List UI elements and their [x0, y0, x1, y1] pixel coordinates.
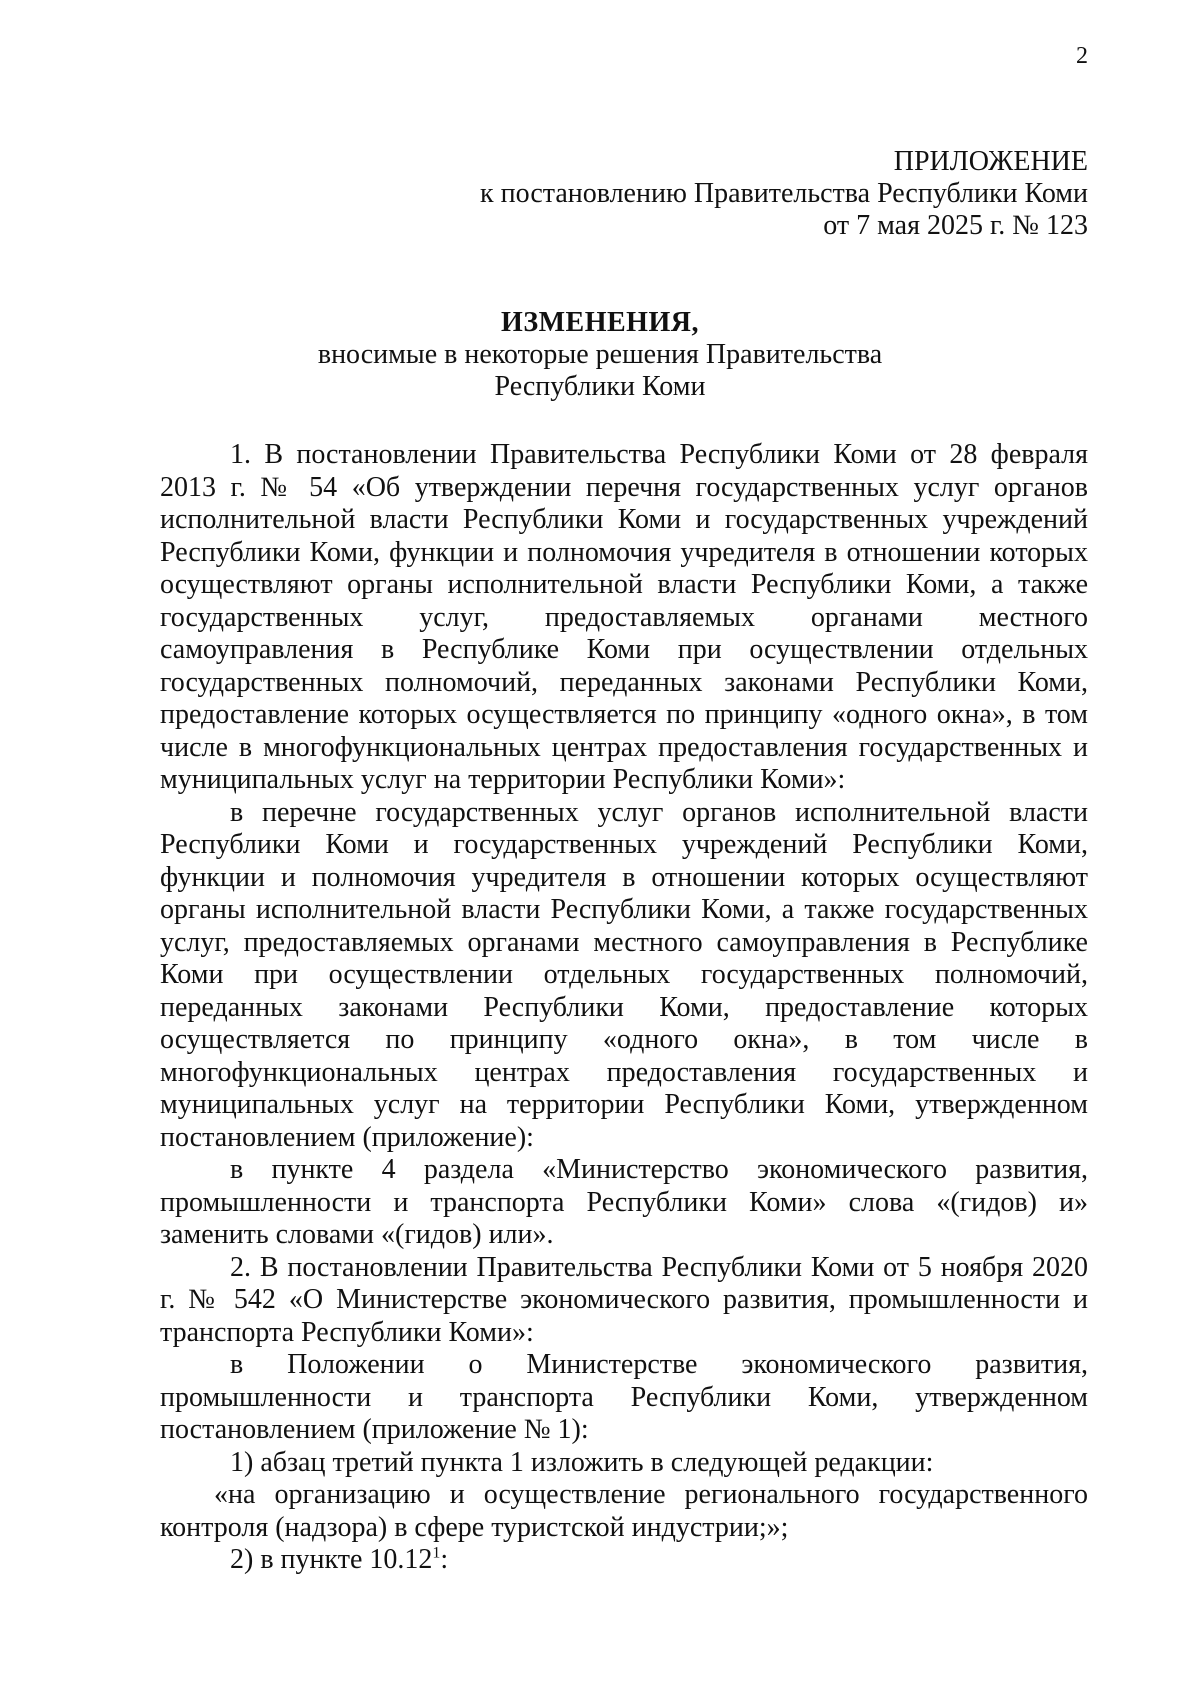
appendix-resolution-line: к постановлению Правительства Республики Коми — [480, 178, 1088, 209]
paragraph-3: в пункте 4 раздела «Министерство экономического развития, промышленности и транспорта Республики Коми» слова «(гидов) и» заменить словами «(гидов) или». — [160, 1154, 1088, 1250]
paragraph-8 — [160, 1544, 1088, 1577]
title-subtitle-line2: Республики Коми — [494, 371, 706, 402]
document-body — [160, 439, 1088, 1577]
paragraph-6: 1) абзац третий пункта 1 изложить в следующей редакции: — [230, 1446, 934, 1478]
paragraph-1: 1. В постановлении Правительства Республики Коми от 28 февраля 2013 г. № 54 «Об утверждении перечня государственных услуг органов исполнительной власти Республики Коми и государственных учреждений Республики Коми, функции и полномочия учредителя в отношении которых осуществляют органы исполнительной власти Республики Коми, а также государственных услуг, предоставляемых органами местного самоуправления в Республике Коми при осуществлении отдельных государственных полномочий, переданных законами Республики Коми, предоставление которых осуществляется по принципу «одного окна», в том числе в многофункциональных центрах предоставления государственных и муниципальных услуг на территории Республики Коми»: — [160, 439, 1088, 795]
title-heading: ИЗМЕНЕНИЯ, — [501, 307, 699, 338]
paragraph-4: 2. В постановлении Правительства Республики Коми от 5 ноября 2020 г. № 542 «О Министерстве экономического развития, промышленности и транспорта Республики Коми»: — [160, 1251, 1088, 1348]
appendix-label: ПРИЛОЖЕНИЕ — [893, 146, 1088, 177]
page-number: 2 — [1076, 43, 1088, 69]
title-subtitle-line1: вносимые в некоторые решения Правительства — [317, 339, 883, 370]
paragraph-2: в перечне государственных услуг органов исполнительной власти Республики Коми и государственных учреждений Республики Коми, функции и полномочия учредителя в отношении которых осуществляют органы исполнительной власти Республики Коми, а также государственных услуг, предоставляемых органами местного самоуправления в Республике Коми при осуществлении отдельных государственных полномочий, переданных законами Республики Коми, предоставление которых осуществляется по принципу «одного окна», в том числе в многофункциональных центрах предоставления государственных и муниципальных услуг на территории Республики Коми, утвержденном постановлением (приложение): — [160, 796, 1088, 1153]
paragraph-7: «на организацию и осуществление регионального государственного контроля (надзора) в сфере туристской индустрии;»; — [160, 1479, 1088, 1543]
paragraph-8-colon: : — [440, 1544, 449, 1575]
document-title — [0, 307, 1200, 403]
paragraph-8-superscript: 1 — [432, 1544, 441, 1562]
paragraph-5: в Положении о Министерстве экономического развития, промышленности и транспорта Республики Коми, утвержденном постановлением (приложение № 1): — [160, 1349, 1088, 1445]
appendix-date-line: от 7 мая 2025 г. № 123 — [823, 210, 1088, 241]
paragraph-8-text: 2) в пункте 10.12 — [230, 1544, 433, 1575]
appendix-block — [368, 146, 1088, 242]
